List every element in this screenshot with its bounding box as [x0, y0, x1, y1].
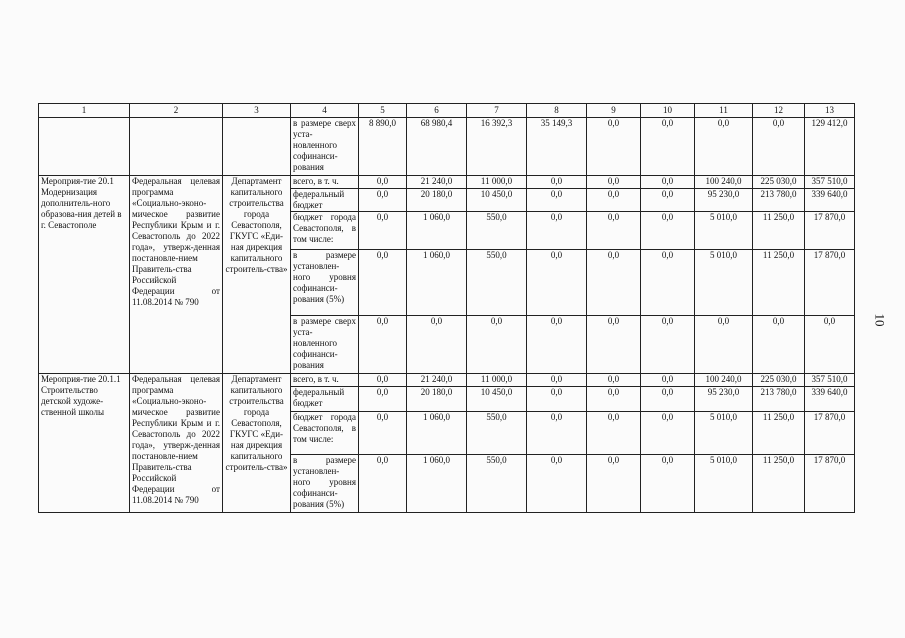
value-cell: 5 010,0 — [695, 212, 753, 250]
value-cell: 0,0 — [527, 189, 587, 212]
empty-cell — [223, 118, 291, 176]
value-cell: 11 250,0 — [753, 250, 805, 316]
header-cell: 7 — [467, 104, 527, 118]
value-cell: 0,0 — [359, 176, 407, 189]
value-cell: 0,0 — [587, 189, 641, 212]
value-cell: 0,0 — [641, 374, 695, 387]
value-cell: 0,0 — [359, 455, 407, 513]
value-cell: 1 060,0 — [407, 250, 467, 316]
value-cell: 0,0 — [641, 176, 695, 189]
value-cell: 550,0 — [467, 212, 527, 250]
row-label: бюджет города Севастополя, в том числе: — [291, 412, 359, 455]
value-cell: 17 870,0 — [805, 455, 855, 513]
value-cell: 20 180,0 — [407, 189, 467, 212]
header-cell: 4 — [291, 104, 359, 118]
value-cell: 129 412,0 — [805, 118, 855, 176]
value-cell: 68 980,4 — [407, 118, 467, 176]
measure-name: Мероприя-тие 20.1 Модернизация дополнитель-ного образова-ния детей в г. Севастополе — [39, 176, 130, 374]
value-cell: 5 010,0 — [695, 455, 753, 513]
value-cell: 1 060,0 — [407, 412, 467, 455]
value-cell: 0,0 — [467, 316, 527, 374]
value-cell: 16 392,3 — [467, 118, 527, 176]
value-cell: 0,0 — [587, 387, 641, 412]
header-cell: 2 — [130, 104, 223, 118]
value-cell: 0,0 — [359, 189, 407, 212]
value-cell: 0,0 — [527, 455, 587, 513]
row-label: всего, в т. ч. — [291, 176, 359, 189]
value-cell: 0,0 — [805, 316, 855, 374]
value-cell: 21 240,0 — [407, 176, 467, 189]
value-cell: 0,0 — [641, 118, 695, 176]
value-cell: 213 780,0 — [753, 189, 805, 212]
value-cell: 0,0 — [641, 455, 695, 513]
value-cell: 0,0 — [359, 212, 407, 250]
value-cell: 5 010,0 — [695, 250, 753, 316]
value-cell: 11 000,0 — [467, 374, 527, 387]
value-cell: 357 510,0 — [805, 374, 855, 387]
row-label: в размере сверх уста-новленного софинанси-рования — [291, 118, 359, 176]
value-cell: 17 870,0 — [805, 212, 855, 250]
empty-cell — [39, 118, 130, 176]
value-cell: 8 890,0 — [359, 118, 407, 176]
value-cell: 95 230,0 — [695, 387, 753, 412]
row-label: бюджет города Севастополя, в том числе: — [291, 212, 359, 250]
value-cell: 0,0 — [359, 374, 407, 387]
value-cell: 17 870,0 — [805, 412, 855, 455]
value-cell: 0,0 — [695, 316, 753, 374]
value-cell: 0,0 — [359, 316, 407, 374]
value-cell: 11 250,0 — [753, 412, 805, 455]
header-cell: 1 — [39, 104, 130, 118]
header-cell: 3 — [223, 104, 291, 118]
value-cell: 0,0 — [527, 412, 587, 455]
table-header-row — [39, 104, 855, 118]
value-cell: 21 240,0 — [407, 374, 467, 387]
value-cell: 225 030,0 — [753, 374, 805, 387]
value-cell: 0,0 — [527, 374, 587, 387]
value-cell: 0,0 — [587, 176, 641, 189]
header-cell: 12 — [753, 104, 805, 118]
value-cell: 0,0 — [359, 387, 407, 412]
value-cell: 5 010,0 — [695, 412, 753, 455]
page-number: 10 — [872, 313, 888, 327]
value-cell: 550,0 — [467, 250, 527, 316]
value-cell: 0,0 — [527, 387, 587, 412]
value-cell: 10 450,0 — [467, 387, 527, 412]
row-label: в размере установлен-ного уровня софинанси-рования (5%) — [291, 250, 359, 316]
header-cell: 11 — [695, 104, 753, 118]
value-cell: 0,0 — [695, 118, 753, 176]
header-cell: 8 — [527, 104, 587, 118]
value-cell: 0,0 — [641, 250, 695, 316]
value-cell: 0,0 — [641, 189, 695, 212]
value-cell: 100 240,0 — [695, 374, 753, 387]
value-cell: 339 640,0 — [805, 387, 855, 412]
value-cell: 0,0 — [641, 212, 695, 250]
budget-table — [38, 103, 855, 513]
value-cell: 20 180,0 — [407, 387, 467, 412]
value-cell: 11 250,0 — [753, 212, 805, 250]
executor-name: Департамент капитального строительства города Севастополя, ГКУГС «Еди-ная дирекция капитального строитель-ства» — [223, 374, 291, 513]
header-cell: 6 — [407, 104, 467, 118]
value-cell: 11 000,0 — [467, 176, 527, 189]
value-cell: 95 230,0 — [695, 189, 753, 212]
value-cell: 0,0 — [587, 455, 641, 513]
value-cell: 10 450,0 — [467, 189, 527, 212]
header-cell: 13 — [805, 104, 855, 118]
row-label: в размере установлен-ного уровня софинанси-рования (5%) — [291, 455, 359, 513]
program-name: Федеральная целевая программа «Социально-эконо-мическое развитие Республики Крым и г. Севастополь до 2022 года», утверж-денная постановле-нием Правитель-ства Российской Федерации от 11.08.2014 № 790 — [130, 374, 223, 513]
value-cell: 550,0 — [467, 455, 527, 513]
value-cell: 0,0 — [753, 316, 805, 374]
value-cell: 0,0 — [587, 250, 641, 316]
table-row — [39, 374, 855, 387]
row-label: федеральный бюджет — [291, 387, 359, 412]
value-cell: 0,0 — [587, 118, 641, 176]
value-cell: 0,0 — [527, 176, 587, 189]
value-cell: 0,0 — [527, 250, 587, 316]
empty-cell — [130, 118, 223, 176]
value-cell: 0,0 — [407, 316, 467, 374]
value-cell: 0,0 — [641, 316, 695, 374]
table-row — [39, 176, 855, 189]
header-cell: 10 — [641, 104, 695, 118]
value-cell: 0,0 — [641, 387, 695, 412]
value-cell: 357 510,0 — [805, 176, 855, 189]
header-cell: 9 — [587, 104, 641, 118]
value-cell: 100 240,0 — [695, 176, 753, 189]
executor-name: Департамент капитального строительства города Севастополя, ГКУГС «Еди-ная дирекция капитального строитель-ства» — [223, 176, 291, 374]
header-cell: 5 — [359, 104, 407, 118]
value-cell: 0,0 — [587, 316, 641, 374]
row-label: в размере сверх уста-новленного софинанси-рования — [291, 316, 359, 374]
value-cell: 0,0 — [641, 412, 695, 455]
value-cell: 11 250,0 — [753, 455, 805, 513]
row-label: всего, в т. ч. — [291, 374, 359, 387]
value-cell: 0,0 — [587, 374, 641, 387]
value-cell: 213 780,0 — [753, 387, 805, 412]
value-cell: 0,0 — [359, 412, 407, 455]
measure-name: Мероприя-тие 20.1.1 Строительство детской художе-ственной школы — [39, 374, 130, 513]
value-cell: 0,0 — [359, 250, 407, 316]
value-cell: 0,0 — [527, 316, 587, 374]
table-row — [39, 118, 855, 176]
row-label: федеральный бюджет — [291, 189, 359, 212]
value-cell: 17 870,0 — [805, 250, 855, 316]
value-cell: 339 640,0 — [805, 189, 855, 212]
value-cell: 225 030,0 — [753, 176, 805, 189]
value-cell: 550,0 — [467, 412, 527, 455]
value-cell: 0,0 — [527, 212, 587, 250]
program-name: Федеральная целевая программа «Социально-эконо-мическое развитие Республики Крым и г. Севастополь до 2022 года», утверж-денная постановле-нием Правитель-ства Российской Федерации от 11.08.2014 № 790 — [130, 176, 223, 374]
value-cell: 0,0 — [753, 118, 805, 176]
value-cell: 1 060,0 — [407, 455, 467, 513]
value-cell: 0,0 — [587, 212, 641, 250]
value-cell: 1 060,0 — [407, 212, 467, 250]
value-cell: 35 149,3 — [527, 118, 587, 176]
value-cell: 0,0 — [587, 412, 641, 455]
